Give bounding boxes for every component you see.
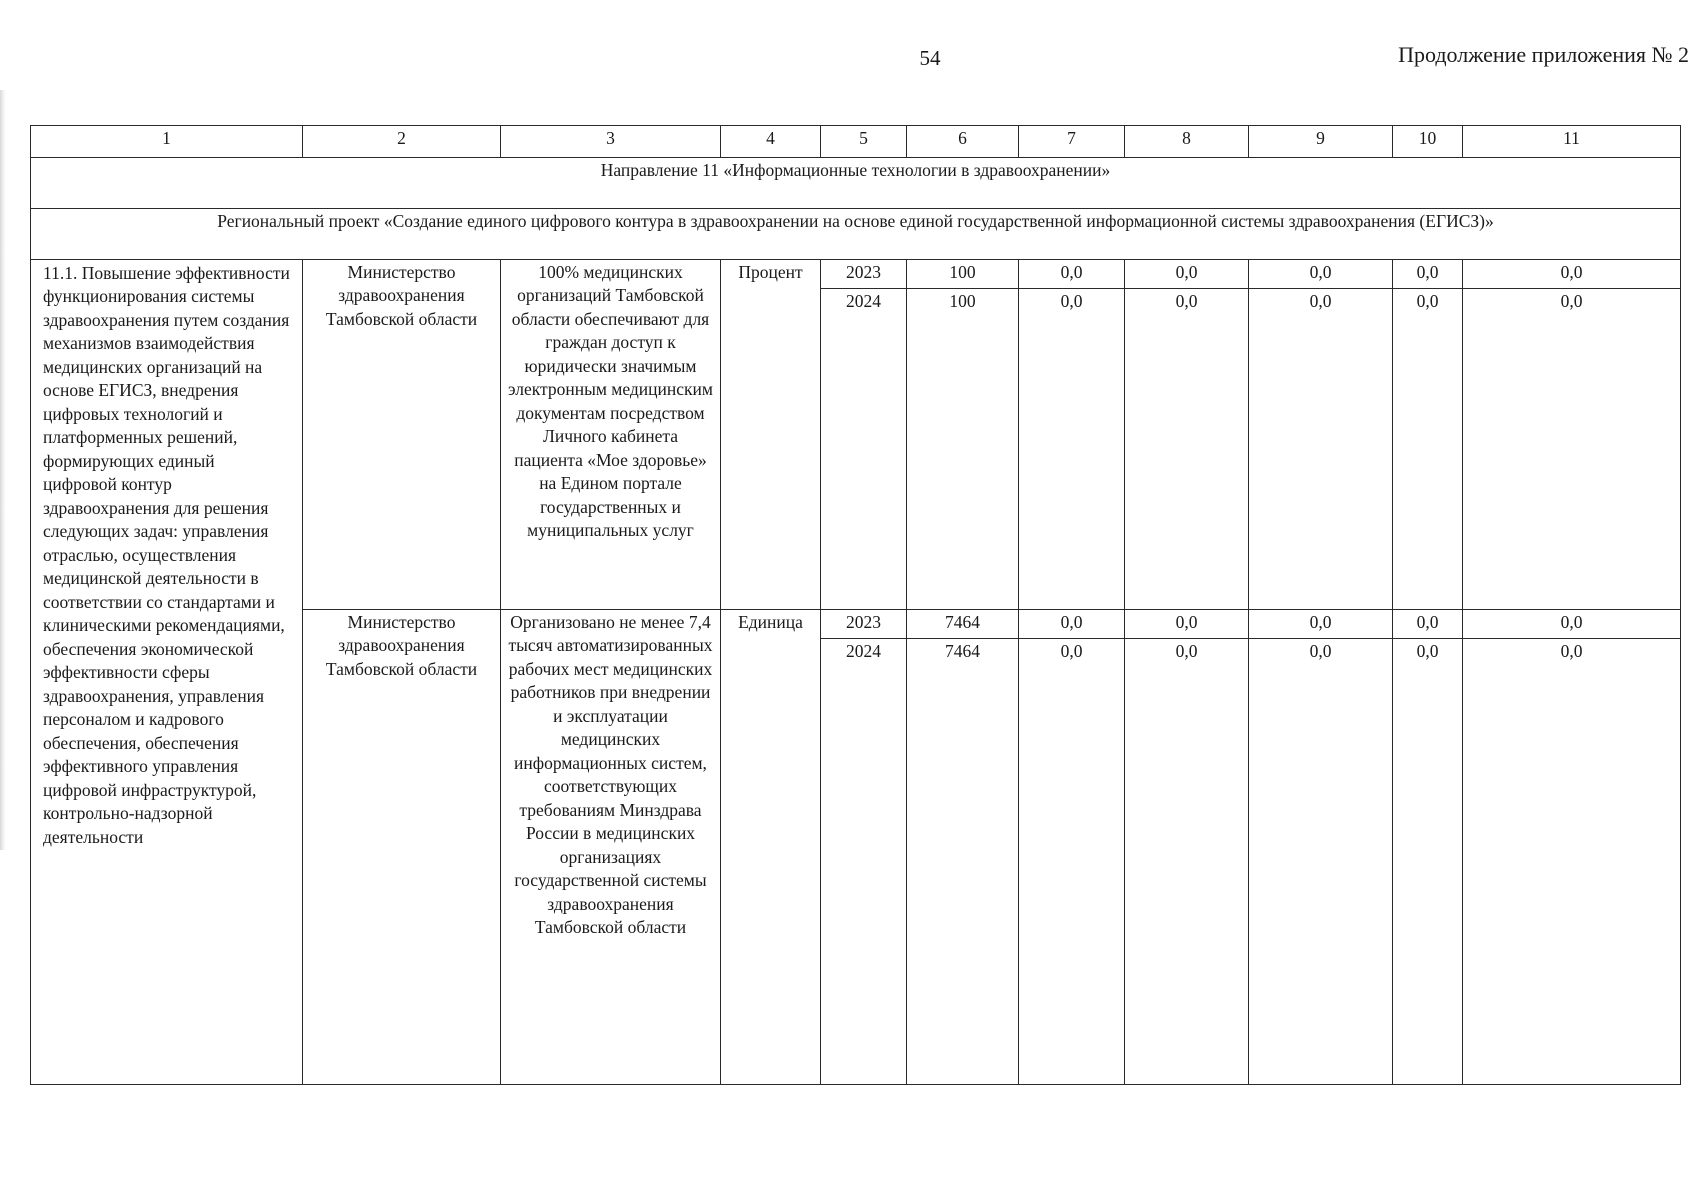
column-number: 2 [303, 126, 501, 158]
column-number: 5 [821, 126, 907, 158]
column-number: 6 [907, 126, 1019, 158]
value-cell: 0,0 [1393, 609, 1463, 638]
value-cell: 0,0 [1125, 259, 1249, 288]
direction-row [31, 157, 1681, 208]
scan-edge-shadow [0, 90, 6, 850]
value-cell: 0,0 [1249, 609, 1393, 638]
value-cell: 0,0 [1019, 259, 1125, 288]
value-cell: 0,0 [1249, 638, 1393, 1084]
project-row [31, 208, 1681, 259]
value-cell: 0,0 [1249, 288, 1393, 609]
column-number: 9 [1249, 126, 1393, 158]
indicator-2-unit: Единица [721, 609, 821, 1084]
indicators-table [30, 125, 1681, 1085]
column-number: 8 [1125, 126, 1249, 158]
indicator-2-description: Организовано не менее 7,4 тысяч автоматизированных рабочих мест медицинских работников при внедрении и эксплуатации медицинских информационных систем, соответствующих требованиям Минздрава России в медицинских организациях государственной системы здравоохранения Тамбовской области [501, 609, 721, 1084]
value-cell: 7464 [907, 609, 1019, 638]
value-cell: 0,0 [1019, 638, 1125, 1084]
value-cell: 0,0 [1249, 259, 1393, 288]
value-cell: 0,0 [1125, 638, 1249, 1084]
year-cell: 2023 [821, 259, 907, 288]
value-cell: 100 [907, 259, 1019, 288]
value-cell: 0,0 [1125, 609, 1249, 638]
value-cell: 0,0 [1393, 259, 1463, 288]
indicator-1-row-2023 [31, 259, 1681, 288]
indicator-1-executor: Министерство здравоохранения Тамбовской области [303, 259, 501, 609]
value-cell: 0,0 [1019, 609, 1125, 638]
indicator-1-unit: Процент [721, 259, 821, 609]
year-cell: 2023 [821, 609, 907, 638]
value-cell: 0,0 [1393, 638, 1463, 1084]
indicator-1-description: 100% медицинских организаций Тамбовской области обеспечивают для граждан доступ к юридически значимым электронным медицинским документам посредством Личного кабинета пациента «Мое здоровье» на Едином портале государственных и муниципальных услуг [501, 259, 721, 609]
value-cell: 0,0 [1393, 288, 1463, 609]
value-cell: 100 [907, 288, 1019, 609]
value-cell: 0,0 [1019, 288, 1125, 609]
column-number: 4 [721, 126, 821, 158]
page-number: 54 [919, 46, 941, 70]
value-cell: 0,0 [1463, 609, 1681, 638]
value-cell: 0,0 [1463, 638, 1681, 1084]
column-number-row [31, 126, 1681, 158]
value-cell: 0,0 [1125, 288, 1249, 609]
indicator-2-executor: Министерство здравоохранения Тамбовской области [303, 609, 501, 1084]
column-number: 1 [31, 126, 303, 158]
value-cell: 7464 [907, 638, 1019, 1084]
goal-description: 11.1. Повышение эффективности функционирования системы здравоохранения путем создания механизмов взаимодействия медицинских организаций на основе ЕГИСЗ, внедрения цифровых технологий и платформенных решений, формирующих единый цифровой контур здравоохранения для решения следующих задач: управления отраслью, осуществления медицинской деятельности в соответствии со стандартами и клиническими рекомендациями, обеспечения экономической эффективности сферы здравоохранения, управления персоналом и кадрового обеспечения, обеспечения эффективного управления цифровой инфраструктурой, контрольно-надзорной деятельности [31, 259, 303, 1084]
year-cell: 2024 [821, 638, 907, 1084]
column-number: 3 [501, 126, 721, 158]
value-cell: 0,0 [1463, 288, 1681, 609]
direction-title: Направление 11 «Информационные технологии в здравоохранении» [31, 157, 1681, 208]
project-title: Региональный проект «Создание единого цифрового контура в здравоохранении на основе единой государственной информационной системы здравоохранения (ЕГИСЗ)» [31, 208, 1681, 259]
column-number: 11 [1463, 126, 1681, 158]
column-number: 7 [1019, 126, 1125, 158]
column-number: 10 [1393, 126, 1463, 158]
appendix-note: Продолжение приложения № 2 [1398, 42, 1689, 67]
year-cell: 2024 [821, 288, 907, 609]
value-cell: 0,0 [1463, 259, 1681, 288]
